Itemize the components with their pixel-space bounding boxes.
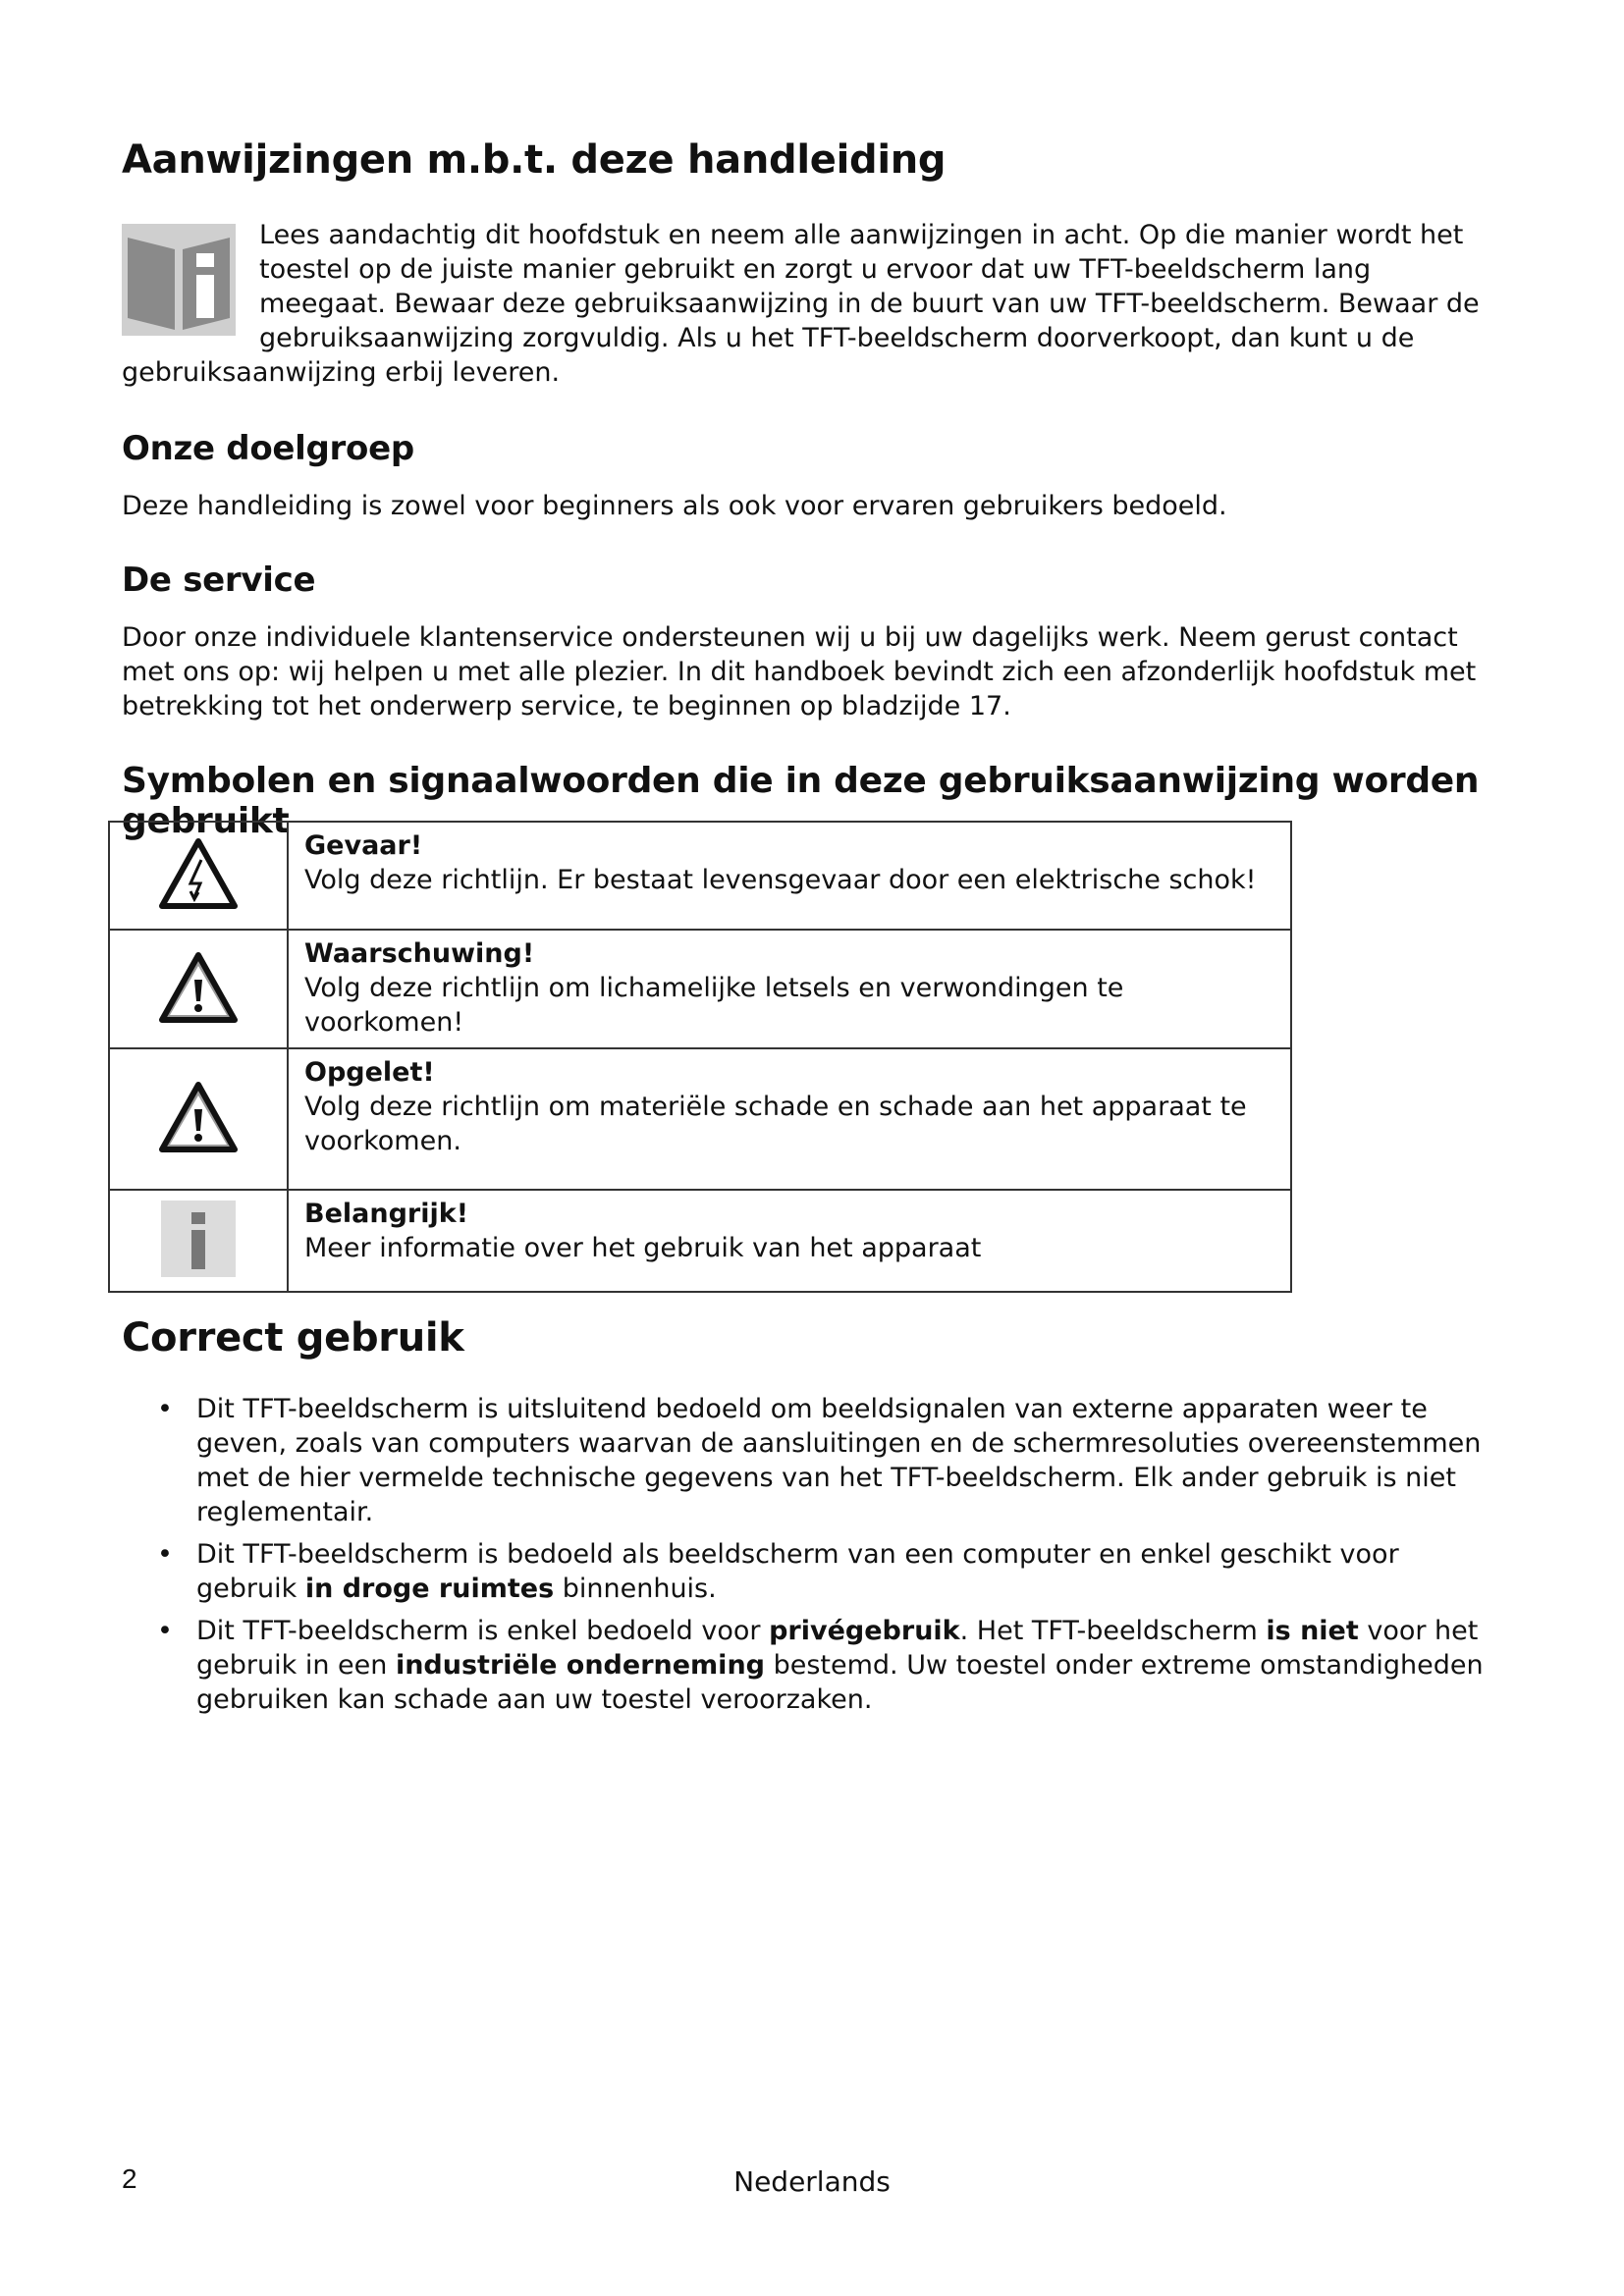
table-row (109, 822, 1291, 930)
symbol-description: Volg deze richtlijn om materiële schade en schade aan het apparaat te voorkomen. (304, 1092, 1247, 1156)
warning-icon (157, 950, 240, 1025)
symbol-title: Gevaar! (304, 830, 423, 861)
electric-hazard-icon (157, 836, 240, 911)
info-icon (161, 1201, 236, 1277)
table-row (109, 1048, 1291, 1190)
symbols-table (108, 821, 1292, 1293)
symbol-description: Volg deze richtlijn. Er bestaat levensgevaar door een elektrische schok! (304, 865, 1257, 895)
section-title-aanwijzingen: Aanwijzingen m.b.t. deze handleiding (122, 137, 947, 183)
table-row (109, 1190, 1291, 1292)
intro-paragraph (122, 218, 1487, 390)
table-row (109, 930, 1291, 1048)
page-number: 2 (122, 2163, 137, 2194)
list-item: • Dit TFT-beeldscherm is uitsluitend bedoeld om beeldsignalen van externe apparaten weer te geven, zoals van computers waarvan de aansluitingen en de schermresoluties overeenstemmen met de hier vermelde technische gegevens van het TFT-beeldscherm. Elk ander gebruik is niet reglementair. (157, 1394, 1482, 1527)
section-title-correct-gebruik: Correct gebruik (122, 1315, 464, 1361)
list-item: • Dit TFT-beeldscherm is bedoeld als beeldscherm van een computer en enkel geschikt voor gebruik in droge ruimtes binnenhuis. (157, 1539, 1399, 1604)
symbol-description: Meer informatie over het gebruik van het apparaat (304, 1233, 982, 1263)
caution-icon (157, 1080, 240, 1154)
symbol-title: Belangrijk! (304, 1199, 469, 1229)
section-title-doelgroep: Onze doelgroep (122, 429, 414, 468)
footer-language: Nederlands (733, 2165, 891, 2198)
intro-text: Lees aandachtig dit hoofdstuk en neem alle aanwijzingen in acht. Op die manier wordt het toestel op de juiste manier gebruikt en zorgt u ervoor dat uw TFT-beeldscherm lang meegaat. Bewaar deze gebruiksaanwijzing in de buurt van uw TFT-beeldscherm. Bewaar de gebruiksaanwijzing zorgvuldig. Als u het TFT-beeldscherm doorverkoopt, dan kunt u de gebruiksaanwijzing erbij leveren. (122, 220, 1480, 388)
symbol-description: Volg deze richtlijn om lichamelijke letsels en verwondingen te voorkomen! (304, 973, 1124, 1038)
correct-use-list (122, 1392, 1496, 1725)
section-title-symbolen: Symbolen en signaalwoorden die in deze gebruiksaanwijzing worden gebruikt (122, 761, 1480, 841)
doelgroep-text: Deze handleiding is zowel voor beginners als ook voor ervaren gebruikers bedoeld. (122, 491, 1227, 521)
symbol-title: Waarschuwing! (304, 938, 535, 969)
service-text: Door onze individuele klantenservice ondersteunen wij u bij uw dagelijks werk. Neem gerust contact met ons op: wij helpen u met alle plezier. In dit handboek bevindt zich een afzonderlijk hoofdstuk met betrekking tot het onderwerp service, te beginnen op bladzijde 17. (122, 622, 1477, 721)
symbol-title: Opgelet! (304, 1057, 435, 1088)
list-item: • Dit TFT-beeldscherm is enkel bedoeld voor privégebruik. Het TFT-beeldscherm is niet voor het gebruik in een industriële onderneming bestemd. Uw toestel onder extreme omstandigheden gebruiken kan schade aan uw toestel veroorzaken. (157, 1616, 1484, 1715)
section-title-service: De service (122, 561, 316, 600)
